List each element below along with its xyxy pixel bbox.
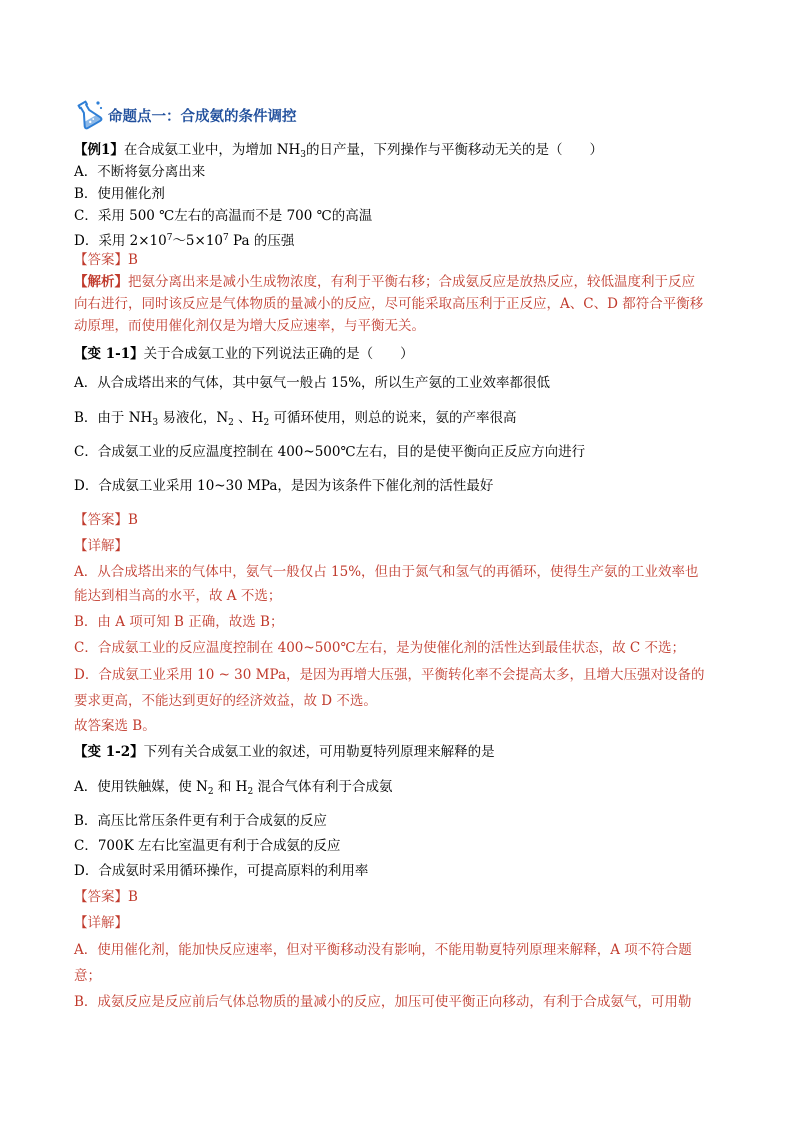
superscript: 7 [166,233,173,243]
variant-1-2-question [74,742,495,762]
question-text: 的日产量，下列操作与平衡移动无关的是（ ） [306,142,604,158]
example-1-option-c: C．采用 500 ℃左右的高温而不是 700 ℃的高温 [74,208,373,224]
variant-1-1-option-c: C．合成氨工业的反应温度控制在 400~500℃左右，目的是使平衡向正反应方向进行 [74,444,586,460]
example-1-option-d [74,228,294,251]
flask-icon [72,98,104,130]
example-1-option-b: B．使用催化剂 [74,186,165,202]
example-1-answer: 【答案】B [74,252,138,268]
example-1-option-a: A．不断将氨分离出来 [74,164,206,180]
option-text: A．使用铁触媒，使 N [74,779,208,795]
variant-1-1-detail-c: C．合成氨工业的反应温度控制在 400~500℃左右，是为使催化剂的活性达到最佳状态，故 C 不选； [74,640,685,656]
question-text: 关于合成氨工业的下列说法正确的是（ ） [143,346,414,362]
variant-1-2-option-a [74,777,392,802]
example-1-analysis-line-2: 向右进行，同时该反应是气体物质的量减小的反应，尽可能采取高压利于正反应，A、C、D 都符合平衡移 [74,296,704,312]
variant-1-2-option-c: C．700K 左右比室温更有利于合成氨的反应 [74,838,341,854]
variant-1-2-option-b: B．高压比常压条件更有利于合成氨的反应 [74,813,327,829]
option-text: 可循环使用，则总的说来，氨的产率很高 [269,410,517,426]
option-text: 易液化，N [158,410,229,426]
variant-1-1-detail-b: B．由 A 项可知 B 正确，故选 B； [74,614,284,630]
analysis-tag: 【解析】 [74,274,128,290]
option-text: B．由于 NH [74,410,153,426]
analysis-text: 把氨分离出来是减小生成物浓度，有利于平衡右移；合成氨反应是放热反应，较低温度利于反应 [128,274,695,290]
section-title: 命题点一：合成氨的条件调控 [108,109,297,125]
subscript: 2 [263,418,270,428]
variant-1-2-tag: 【变 1-2】 [74,744,144,760]
subscript: 2 [207,787,214,797]
option-text: 混合气体有利于合成氨 [253,779,393,795]
subscript: 2 [247,787,254,797]
option-text: D．采用 2×10 [74,233,167,249]
variant-1-1-option-b [74,408,517,433]
variant-1-1-answer: 【答案】B [74,512,138,528]
example-1-analysis-line-1 [74,272,695,292]
superscript: 7 [223,233,229,243]
variant-1-2-detail-a-1: A．使用催化剂，能加快反应速率，但对平衡移动没有影响，不能用勒夏特列原理来解释，A 项不符合题 [74,942,692,958]
subscript: 2 [228,418,234,428]
variant-1-2-option-d: D．合成氨时采用循环操作，可提高原料的利用率 [74,863,369,879]
variant-1-1-detail-a-1: A．从合成塔出来的气体中，氨气一般仅占 15%，但由于氮气和氢气的再循环，使得生产氨的工业效率也 [74,564,699,580]
variant-1-1-tag: 【变 1-1】 [74,346,144,362]
subscript: 3 [152,418,159,428]
variant-1-2-detail-tag: 【详解】 [74,915,128,931]
option-text: 和 H [213,779,248,795]
variant-1-1-option-d: D．合成氨工业采用 10~30 MPa，是因为该条件下催化剂的活性最好 [74,478,494,494]
variant-1-2-detail-b: B．成氨反应是反应前后气体总物质的量减小的反应，加压可使平衡正向移动，有利于合成氨气，可用勒 [74,994,692,1010]
variant-1-2-detail-a-2: 意； [74,968,101,984]
example-1-analysis-line-3: 动原理，而使用催化剂仅是为增大反应速率，与平衡无关。 [74,318,425,334]
option-text: Pa 的压强 [228,233,295,249]
question-text: 在合成氨工业中，为增加 NH [123,142,301,158]
option-text: ～5×10 [172,233,224,249]
variant-1-2-answer: 【答案】B [74,889,138,905]
variant-1-1-detail-d-2: 要求更高，不能达到更好的经济效益，故 D 不选。 [74,693,377,709]
subscript: 3 [300,150,307,160]
variant-1-1-detail-tag: 【详解】 [74,538,128,554]
variant-1-1-conclusion: 故答案选 B。 [74,718,156,734]
example-1-tag: 【例1】 [74,142,124,158]
variant-1-1-question [74,344,414,364]
variant-1-1-detail-a-2: 能达到相当高的水平，故 A 不选； [74,588,282,604]
variant-1-1-option-a: A．从合成塔出来的气体，其中氨气一般占 15%，所以生产氨的工业效率都很低 [74,375,551,391]
option-text: 、H [233,410,264,426]
question-text: 下列有关合成氨工业的叙述，可用勒夏特列原理来解释的是 [143,744,495,760]
variant-1-1-detail-d-1: D．合成氨工业采用 10 ~ 30 MPa，是因为再增大压强，平衡转化率不会提高太多，且增大压强对设备的 [74,667,705,683]
